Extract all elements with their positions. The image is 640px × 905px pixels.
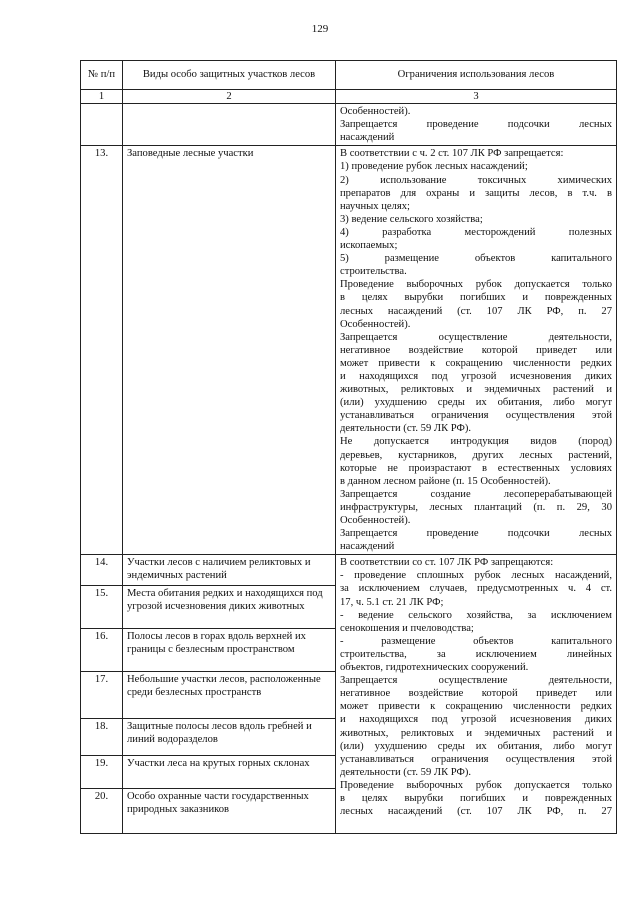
row-number: 17. (81, 672, 123, 719)
text-line: Запрещается создание лесоперерабатывающей (340, 488, 612, 500)
text-line: Запрещается осуществление деятельности, (340, 675, 612, 687)
text-line: может привести к сокращению численности редких (340, 357, 612, 369)
table-header-row (81, 61, 617, 90)
text-line: негативное воздействие которой приведет или (340, 688, 612, 700)
text-line: сенокошения и пчеловодства; (340, 622, 474, 634)
text-line: строительства, за исключением линейных (340, 648, 612, 660)
area-type: Места обитания редких и находящихся под угрозой исчезновения диких животных (123, 586, 336, 629)
text-line: насаждений (340, 132, 395, 144)
text-line: объектов, гидротехнических сооружений. (340, 662, 529, 674)
text-line: В соответствии со ст. 107 ЛК РФ запрещаются: (340, 557, 554, 569)
table-row-13 (81, 146, 617, 555)
column-number-3: 3 (336, 90, 617, 104)
header-restrictions: Ограничения использования лесов (336, 61, 617, 90)
area-type: Участки лесов с наличием реликтовых и эндемичных растений (123, 555, 336, 586)
text-line: Особенностей). (340, 106, 411, 118)
text-line: 2) использование токсичных химических (340, 174, 612, 186)
text-line: Особенностей). (340, 515, 411, 526)
text-line: Не допускается интродукция видов (пород) (340, 436, 612, 448)
text-line: Проведение выборочных рубок допускается только (340, 779, 612, 791)
text-line: 4) разработка месторождений полезных (340, 226, 612, 238)
text-line: в целях вырубки погибших и поврежденных (340, 292, 612, 304)
text-line: В соответствии с ч. 2 ст. 107 ЛК РФ запрещается: (340, 148, 564, 160)
row-number: 15. (81, 586, 123, 629)
row-number: 19. (81, 756, 123, 789)
continuation-type (123, 104, 336, 146)
text-line: (или) ухудшению среды их обитания, либо могут (340, 740, 612, 752)
text-line: - ведение сельского хозяйства, за исключением (340, 609, 612, 621)
text-line: научных целях; (340, 200, 410, 212)
text-line: деятельности (ст. 59 ЛК РФ). (340, 423, 472, 435)
text-line: и находящихся под угрозой исчезновения диких (340, 714, 612, 726)
text-line: лесных насаждений (ст. 107 ЛК РФ, п. 27 (340, 806, 612, 818)
header-number: № п/п (81, 61, 123, 90)
text-line: инфраструктуры, лесных плантаций (п. п. 29, 30 (340, 501, 612, 513)
text-line: животных, реликтовых и эндемичных растений и (340, 384, 612, 396)
area-type: Участки леса на крутых горных склонах (123, 756, 336, 789)
text-line: и находящихся под угрозой исчезновения диких (340, 370, 612, 382)
row-number: 13. (81, 146, 123, 555)
row-number: 20. (81, 789, 123, 834)
text-line: устанавливаться ограничения осуществления этой (340, 410, 612, 422)
continuation-restrictions (336, 104, 617, 146)
text-line: насаждений (340, 541, 395, 553)
continuation-number (81, 104, 123, 146)
text-line: Проведение выборочных рубок допускается только (340, 279, 612, 291)
text-line: 3) ведение сельского хозяйства; (340, 213, 483, 225)
row-number: 16. (81, 629, 123, 672)
text-line: 1) проведение рубок лесных насаждений; (340, 161, 528, 173)
text-line: негативное воздействие которой приведет или (340, 344, 612, 356)
text-line: Запрещается осуществление деятельности, (340, 331, 612, 343)
text-line: в данном лесном районе (п. 15 Особенностей). (340, 475, 551, 487)
row-number: 14. (81, 555, 123, 586)
text-line: 5) размещение объектов капитального (340, 253, 612, 265)
text-line: (или) ухудшению среды их обитания, либо могут (340, 397, 612, 409)
text-line: препаратов для охраны и защиты лесов, в т.ч. в (340, 187, 612, 199)
table-row-14 (81, 555, 617, 586)
area-type: Защитные полосы лесов вдоль гребней и линий водоразделов (123, 719, 336, 756)
area-type: Полосы лесов в горах вдоль верхней их границы с безлесным пространством (123, 629, 336, 672)
text-line: строительства. (340, 266, 407, 278)
text-line: деревьев, кустарников, других лесных растений, (340, 449, 612, 461)
restrictions-text (336, 146, 617, 555)
area-type: Небольшие участки лесов, расположенные среди безлесных пространств (123, 672, 336, 719)
text-line: устанавливаться ограничения осуществления этой (340, 753, 612, 765)
text-line: Запрещается проведение подсочки лесных (340, 528, 612, 540)
forest-restrictions-table (80, 60, 617, 834)
area-type: Заповедные лесные участки (123, 146, 336, 555)
text-line: - размещение объектов капитального (340, 635, 612, 647)
continuation-row (81, 104, 617, 146)
column-number-row (81, 90, 617, 104)
text-line: животных, реликтовых и эндемичных растений и (340, 727, 612, 739)
column-number-1: 1 (81, 90, 123, 104)
page-number: 129 (311, 23, 329, 35)
text-line: за исключением случаев, предусмотренных ч. 4 ст. (340, 583, 612, 595)
column-number-2: 2 (123, 90, 336, 104)
text-line: может привести к сокращению численности редких (340, 701, 612, 713)
text-line: ископаемых; (340, 240, 398, 252)
text-line: Особенностей). (340, 318, 411, 330)
text-line: - проведение сплошных рубок лесных насаждений, (340, 570, 612, 582)
header-area-type: Виды особо защитных участков лесов (123, 61, 336, 90)
row-number: 18. (81, 719, 123, 756)
area-type: Особо охранные части государственных природных заказников (123, 789, 336, 834)
text-line: лесных насаждений (ст. 107 ЛК РФ, п. 27 (340, 305, 612, 317)
text-line: Запрещается проведение подсочки лесных (340, 119, 612, 131)
text-line: деятельности (ст. 59 ЛК РФ). (340, 766, 472, 778)
group-restrictions-text (336, 555, 617, 834)
text-line: в целях вырубки погибших и поврежденных (340, 792, 612, 804)
text-line: 17, ч. 5.1 ст. 21 ЛК РФ; (340, 596, 444, 608)
text-line: которые не произрастают в естественных условиях (340, 462, 612, 474)
